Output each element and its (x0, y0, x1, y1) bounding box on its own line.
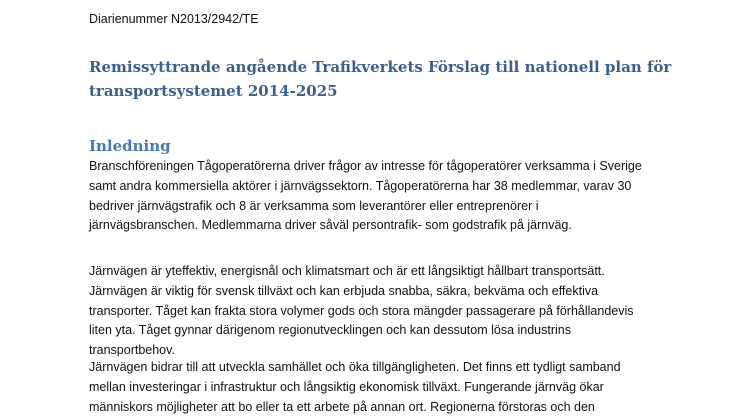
paragraph-line: transporter. Tåget kan frakta stora volymer gods och stora mängder passagerare på förhållandevis (89, 303, 634, 318)
paragraph-jarnvagen-yteffektiv (89, 262, 634, 361)
title-line: Remissyttrande angående Trafikverkets Förslag till nationell plan för (89, 58, 672, 76)
paragraph-line: Branschföreningen Tågoperatörerna driver frågor av intresse för tågoperatörer verksamma i Sverige (89, 159, 642, 173)
paragraph-line: människors möjligheter att bo eller ta ett arbete på annan ort. Regionerna förstoras och den (89, 399, 595, 414)
paragraph-line: Järnvägen är viktig för svensk tillväxt och kan erbjuda snabba, säkra, bekväma och effektiva (89, 283, 599, 298)
title-line: transportsystemet 2014-2025 (89, 82, 338, 100)
paragraph-line: bedriver järnvägstrafik och 8 är verksamma som leverantörer eller entreprenörer i (89, 198, 539, 213)
paragraph-line: transportbehov. (89, 343, 175, 358)
diarienummer: Diarienummer N2013/2942/TE (89, 12, 259, 26)
paragraph-jarnvagen-bidrar (89, 358, 621, 417)
section-heading-inledning: Inledning (89, 137, 171, 155)
document-title (89, 55, 689, 103)
paragraph-line: mellan investeringar i infrastruktur och långsiktig ekonomisk tillväxt. Fungerande järnväg ökar (89, 379, 604, 394)
paragraph-tagoperatorerna (89, 157, 642, 236)
paragraph-line: Järnvägen bidrar till att utveckla samhället och öka tillgängligheten. Det finns ett tydligt samband (89, 360, 621, 374)
paragraph-line: järnvägsbranschen. Medlemmarna driver såväl persontrafik- som godstrafik på järnväg. (89, 218, 572, 233)
paragraph-line: samt andra kommersiella aktörer i järnvägssektorn. Tågoperatörerna har 38 medlemmar, varav 30 (89, 178, 632, 193)
paragraph-line: liten yta. Tåget gynnar därigenom regionutvecklingen och kan dessutom lösa industrins (89, 323, 571, 338)
paragraph-line: Järnvägen är yteffektiv, energisnål och klimatsmart och är ett långsiktigt hållbart transportsätt. (89, 264, 605, 278)
